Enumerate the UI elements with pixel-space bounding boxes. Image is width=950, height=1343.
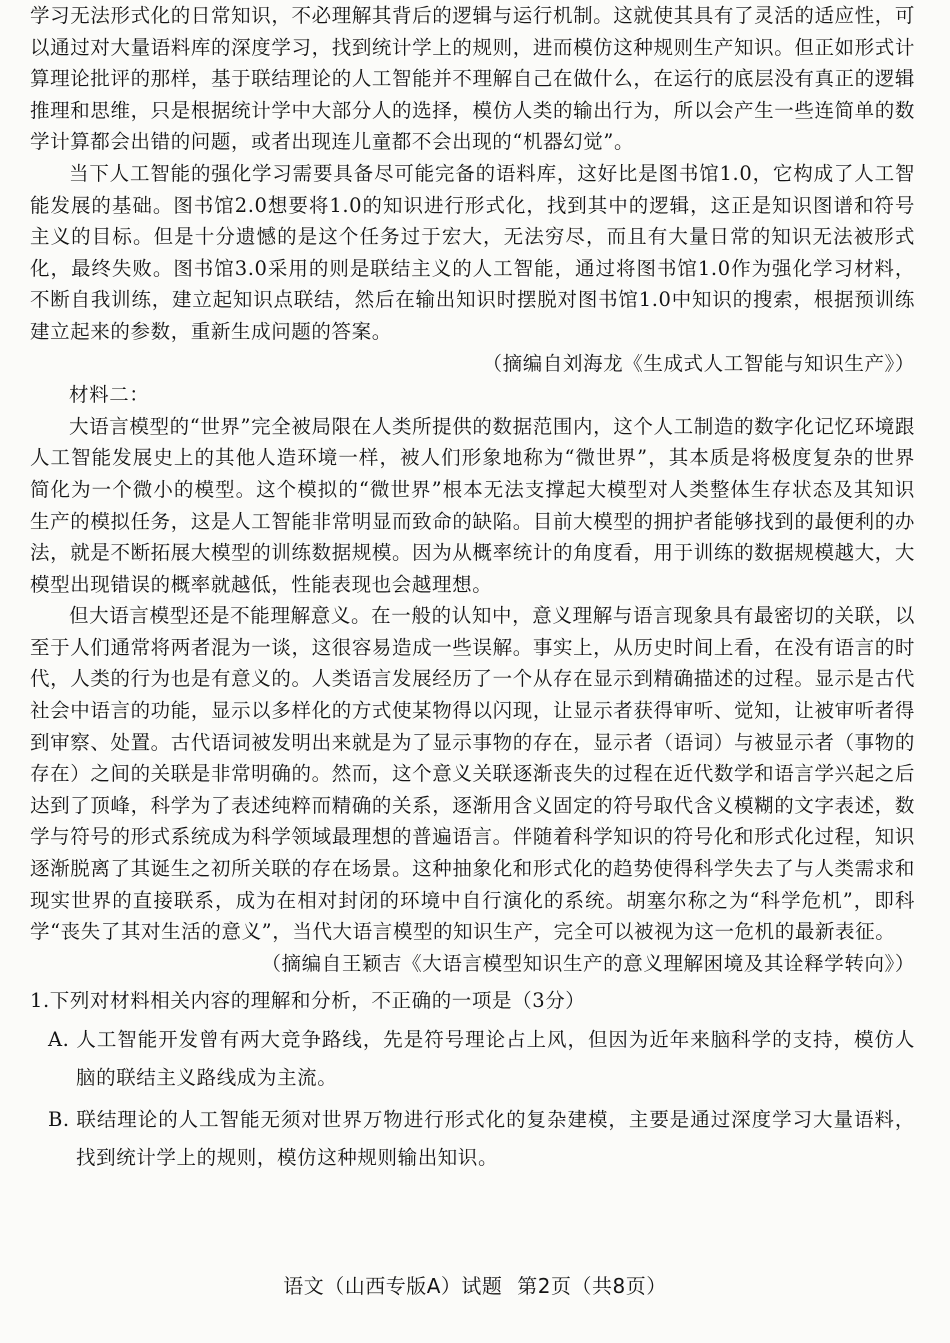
footer-page-number: 第2页（共8页） — [517, 1274, 667, 1298]
material1-source: （摘编自刘海龙《生成式人工智能与知识生产》） — [482, 351, 915, 375]
page-footer — [0, 1270, 950, 1299]
material1-paragraph-continued: 学习无法形式化的日常知识，不必理解其背后的逻辑与运行机制。这就使其具有了灵活的适应性，可以通过对大量语料库的深度学习，找到统计学上的规则，进而模仿这种规则生产知识。但正如形式计算理论批评的那样，基于联结理论的人工智能并不理解自己在做什么，在运行的底层没有真正的逻辑推理和思维，只是根据统计学中大部分人的选择，模仿人类的输出行为，所以会产生一些连简单的数学计算都会出错的问题，或者出现连儿童都不会出现的“机器幻觉”。 — [30, 4, 915, 154]
page-body — [30, 0, 915, 1177]
material2-source: （摘编自王颖吉《大语言模型知识生产的意义理解困境及其诠释学转向》） — [261, 951, 915, 975]
option-a-label: A. — [48, 1028, 70, 1051]
material2-heading: 材料二： — [69, 383, 150, 407]
material2-paragraph-2: 但大语言模型还是不能理解意义。在一般的认知中，意义理解与语言现象具有最密切的关联，以至于人们通常将两者混为一谈，这很容易造成一些误解。事实上，从历史时间上看，在没有语言的时代，人类的行为也是有意义的。人类语言发展经历了一个从存在显示到精确描述的过程。显示是古代社会中语言的功能，显示以多样化的方式使某物得以闪现，让显示者获得审听、觉知，让被审听者得到审察、处置。古代语词被发明出来就是为了显示事物的存在，显示者（语词）与被显示者（事物的存在）之间的关联是非常明确的。然而，这个意义关联逐渐丧失的过程在近代数学和语言学兴起之后达到了顶峰，科学为了表述纯粹而精确的关系，逐渐用含义固定的符号取代含义模糊的文字表述，数学与符号的形式系统成为科学领域最理想的普遍语言。伴随着科学知识的符号化和形式化过程，知识逐渐脱离了其诞生之初所关联的存在场景。这种抽象化和形式化的趋势使得科学失去了与人类需求和现实世界的直接联系，成为在相对封闭的环境中自行演化的系统。胡塞尔称之为“科学危机”，即科学“丧失了其对生活的意义”，当代大语言模型的知识生产，完全可以被视为这一危机的最新表征。 — [30, 604, 915, 944]
footer-subject: 语文（山西专版A）试题 — [283, 1274, 503, 1298]
material1-paragraph-library: 当下人工智能的强化学习需要具备尽可能完备的语料库，这好比是图书馆1.0，它构成了人工智能发展的基础。图书馆2.0想要将1.0的知识进行形式化，找到其中的逻辑，这正是知识图谱和符号主义的目标。但是十分遗憾的是这个任务过于宏大，无法穷尽，而且有大量日常的知识无法被形式化，最终失败。图书馆3.0采用的则是联结主义的人工智能，通过将图书馆1.0作为强化学习材料，不断自我训练，建立起知识点联结，然后在输出知识时摆脱对图书馆1.0中知识的搜索，根据预训练建立起来的参数，重新生成问题的答案。 — [30, 161, 915, 343]
option-a-text: 人工智能开发曾有两大竞争路线，先是符号理论占上风，但因为近年来脑科学的支持，模仿人脑的联结主义路线成为主流。 — [76, 1028, 915, 1089]
question-1-option-a — [30, 1021, 915, 1097]
question-1-option-b — [30, 1101, 915, 1177]
material2-paragraph-1: 大语言模型的“世界”完全被局限在人类所提供的数据范围内，这个人工制造的数字化记忆环境跟人工智能发展史上的其他人造环境一样，被人们形象地称为“微世界”，其本质是将极度复杂的世界简化为一个微小的模型。这个模拟的“微世界”根本无法支撑起大模型对人类整体生存状态及其知识生产的模拟任务，这是人工智能非常明显而致命的缺陷。目前大模型的拥护者能够找到的最便利的办法，就是不断拓展大模型的训练数据规模。因为从概率统计的角度看，用于训练的数据规模越大，大模型出现错误的概率就越低，性能表现也会越理想。 — [30, 414, 915, 596]
option-b-label: B. — [48, 1108, 70, 1131]
option-b-text: 联结理论的人工智能无须对世界万物进行形式化的复杂建模，主要是通过深度学习大量语料，找到统计学上的规则，模仿这种规则输出知识。 — [76, 1108, 915, 1169]
question-1-stem: 1.下列对材料相关内容的理解和分析，不正确的一项是（3分） — [30, 989, 586, 1013]
